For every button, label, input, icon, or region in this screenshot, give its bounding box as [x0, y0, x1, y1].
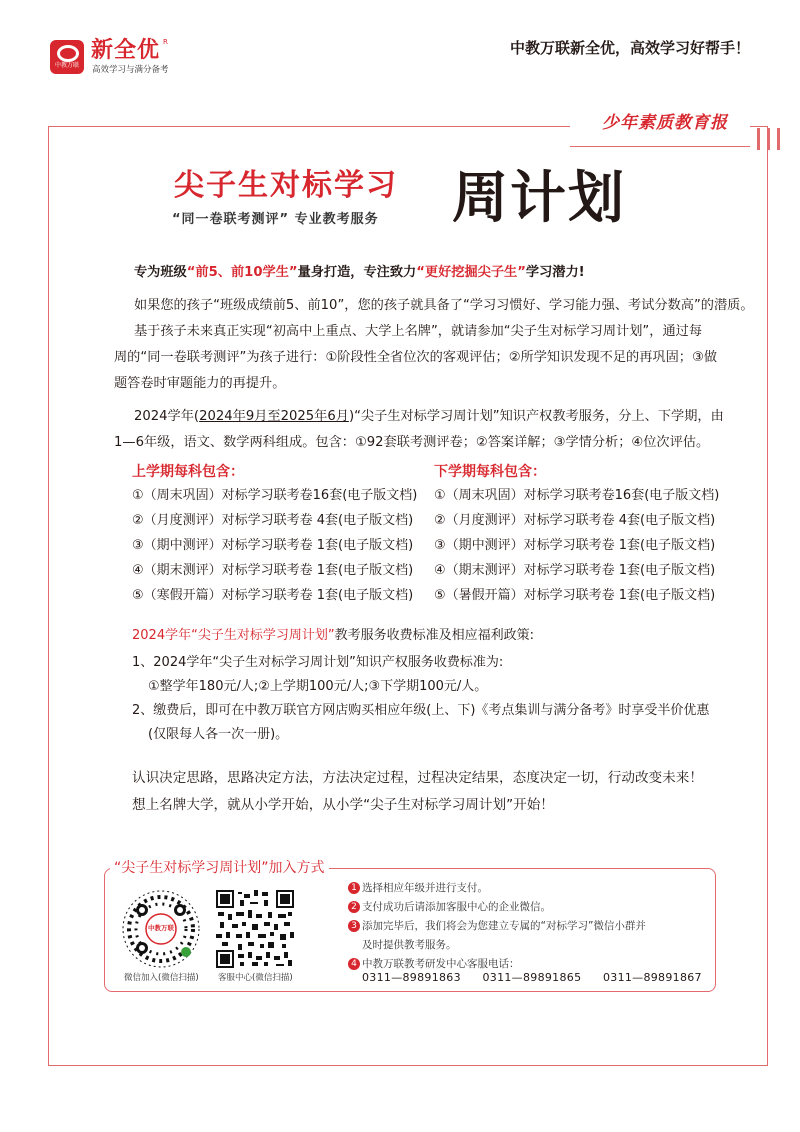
list-item: ④（期末测评）对标学习联考卷 1套(电子版文档)	[434, 563, 716, 578]
list-item: ②（月度测评）对标学习联考卷 4套(电子版文档)	[434, 513, 716, 528]
qr1-label: 微信加入(微信扫描)	[124, 973, 199, 983]
fees-heading-rest: 教考服务收费标准及相应福利政策:	[334, 628, 534, 643]
phone-number[interactable]: 0311—89891863	[362, 971, 461, 984]
logo-small-text: 中教万联	[54, 62, 79, 69]
intro-paragraph-3-line: 1—6年级，语文、数学两科组成。包含：①92套联考测评卷；②答案详解；③学情分析；④位次评估。	[114, 435, 710, 450]
step-number: 1	[348, 882, 360, 894]
lead-highlight: “更好挖掘尖子生”	[416, 265, 526, 280]
title-subtitle: “同一卷联考测评” 专业教考服务	[172, 212, 379, 227]
step-text: 选择相应年级并进行支付。	[362, 882, 488, 894]
join-steps	[348, 879, 646, 974]
second-term-list	[434, 483, 719, 608]
closing-line-2: 想上名牌大学，就从小学开始，从小学“尖子生对标学习周计划”开始！	[132, 797, 554, 813]
phone-number[interactable]: 0311—89891865	[482, 971, 582, 984]
qr2-label: 客服中心(微信扫描)	[218, 973, 293, 983]
list-item: ②（月度测评）对标学习联考卷 4套(电子版文档)	[132, 513, 414, 528]
step-item	[348, 917, 646, 936]
phone-number[interactable]: 0311—89891867	[602, 971, 702, 984]
registered-mark: R	[163, 38, 168, 46]
p3-text: 2024学年(	[134, 409, 200, 424]
p3-period: 2024年9月至2025年6月	[199, 409, 349, 424]
fees-heading-red: 2024学年“尖子生对标学习周计划”	[132, 628, 335, 643]
brand-slogan: 高效学习与满分备考	[92, 65, 169, 75]
step-text: 中教万联教考研发中心客服电话：	[362, 958, 520, 970]
fees-item-2-note: (仅限每人各一次一册)。	[148, 727, 289, 742]
join-title: “尖子生对标学习周计划”加入方式	[110, 858, 329, 878]
title-main-red: 尖子生对标学习	[174, 168, 398, 203]
newspaper-tag	[570, 104, 750, 147]
intro-lead	[134, 260, 585, 286]
list-item: ⑤（暑假开篇）对标学习联考卷 1套(电子版文档)	[434, 588, 716, 603]
qr-center-label: 中教万联	[148, 924, 174, 932]
decor-bar	[777, 128, 780, 150]
first-term-title: 上学期每科包含：	[132, 464, 244, 480]
step-text: 支付成功后请添加客服中心的企业微信。	[362, 901, 551, 913]
step-text: 添加完毕后，我们将会为您建立专属的“对标学习”微信小群并	[362, 920, 646, 932]
newspaper-name: 少年素质教育报	[602, 113, 728, 133]
step-number: 3	[348, 920, 360, 932]
customer-service-qr-icon[interactable]	[214, 888, 296, 970]
fees-item-1-detail: ①整学年180元/人;②上学期100元/人;③下学期100元/人。	[148, 679, 488, 694]
phone-numbers	[362, 970, 702, 986]
intro-paragraph-1: 如果您的孩子“班级成绩前5、前10”，您的孩子就具备了“学习习惯好、学习能力强、考试分数高”的潜质。	[134, 298, 754, 313]
list-item: ①（周末巩固）对标学习联考卷16套(电子版文档)	[434, 488, 720, 503]
decor-bar	[767, 128, 770, 150]
lead-text: 专为班级	[134, 265, 187, 280]
lead-text: 学习潜力!	[525, 265, 585, 280]
step-number: 4	[348, 958, 360, 970]
title-main-big: 周计划	[452, 166, 626, 231]
decor-bar	[757, 128, 760, 150]
p3-text: )“尖子生对标学习周计划”知识产权教考服务，分上、下学期，由	[348, 409, 724, 424]
step-item	[348, 898, 646, 917]
fees-heading	[132, 626, 534, 646]
list-item: ①（周末巩固）对标学习联考卷16套(电子版文档)	[132, 488, 418, 503]
header-slogan: 中教万联新全优，高效学习好帮手！	[509, 39, 750, 57]
lead-highlight: “前5、前10学生”	[186, 265, 298, 280]
intro-paragraph-2-line: 基于孩子未来真正实现“初高中上重点、大学上名牌”，就请参加“尖子生对标学习周计划”，通过每	[134, 324, 703, 339]
step-item	[348, 879, 646, 898]
intro-paragraph-2-line: 周的“同一卷联考测评”为孩子进行：①阶段性全省位次的客观评估；②所学知识发现不足的再巩固；③做	[114, 350, 718, 365]
step-number: 2	[348, 901, 360, 913]
list-item: ③（期中测评）对标学习联考卷 1套(电子版文档)	[132, 538, 414, 553]
list-item: ⑤（寒假开篇）对标学习联考卷 1套(电子版文档)	[132, 588, 414, 603]
intro-paragraph-2-line: 题答卷时审题能力的再提升。	[114, 376, 286, 391]
closing-line-1: 认识决定思路，思路决定方法，方法决定过程，过程决定结果，态度决定一切，行动改变未来！	[132, 770, 703, 786]
second-term-title: 下学期每科包含：	[434, 464, 546, 480]
list-item: ③（期中测评）对标学习联考卷 1套(电子版文档)	[434, 538, 716, 553]
intro-paragraph-3-line	[134, 404, 724, 430]
brand-logo-icon	[50, 40, 84, 74]
lead-text: 量身打造，专注致力	[297, 265, 417, 280]
fees-item-2: 2、缴费后，即可在中教万联官方网店购买相应年级(上、下)《考点集训与满分备考》时享受半价优惠	[132, 703, 710, 718]
step-continuation: 及时提供教考服务。	[362, 939, 457, 951]
first-term-list	[132, 483, 417, 608]
brand-name: 新全优	[91, 38, 161, 63]
list-item: ④（期末测评）对标学习联考卷 1套(电子版文档)	[132, 563, 414, 578]
fees-item-1: 1、2024学年“尖子生对标学习周计划”知识产权服务收费标准为:	[132, 655, 504, 670]
